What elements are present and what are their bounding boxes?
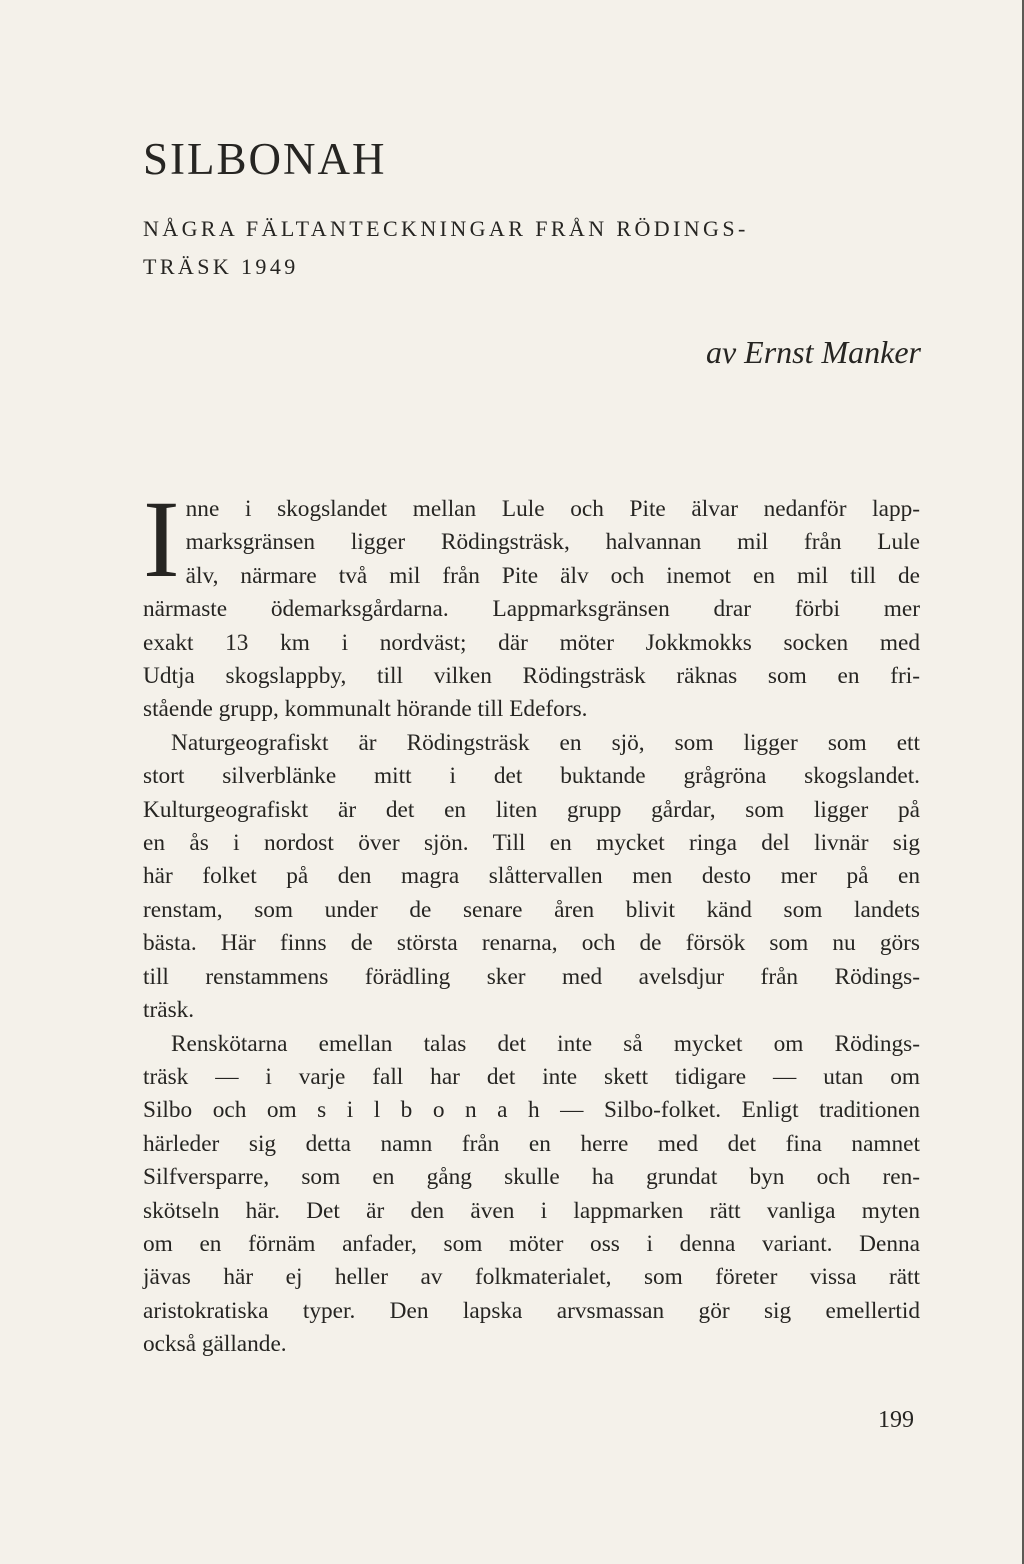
paragraph-1 [143, 478, 920, 727]
text-line: träsk. [143, 997, 195, 1024]
text-line: Kulturgeografiskt är det en liten grupp gårdar, som ligger på [143, 796, 920, 823]
article-title: SILBONAH [143, 134, 387, 184]
text-line: marksgränsen ligger Rödingsträsk, halvannan mil från Lule [185, 529, 920, 556]
text-line: jävas här ej heller av folkmaterialet, som företer vissa rätt [143, 1264, 920, 1291]
text-line: renstam, som under de senare åren blivit känd som landets [143, 896, 920, 923]
text-line: exakt 13 km i nordväst; där möter Jokkmokks socken med [143, 629, 920, 656]
text-line: aristokratiska typer. Den lapska arvsmassan gör sig emellertid [143, 1297, 920, 1324]
text-line: till renstammens förädling sker med avelsdjur från Rödings- [143, 963, 920, 990]
text-line: Renskötarna emellan talas det inte så mycket om Rödings- [171, 1030, 920, 1057]
subtitle-line: NÅGRA FÄLTANTECKNINGAR FRÅN RÖDINGS- [143, 216, 749, 241]
text-line: Silbo och om s i l b o n a h — Silbo-folket. Enligt traditionen [143, 1097, 920, 1124]
text-line: närmaste ödemarksgårdarna. Lappmarksgränsen drar förbi mer [143, 596, 920, 623]
author-byline: av Ernst Manker [705, 334, 921, 370]
text-line: stort silverblänke mitt i det buktande grågröna skogslandet. [143, 763, 920, 790]
text-line: Naturgeografiskt är Rödingsträsk en sjö, som ligger som ett [171, 729, 920, 756]
text-line: stående grupp, kommunalt hörande till Edefors. [143, 696, 588, 723]
paragraph-3 [143, 1028, 920, 1362]
text-line: älv, närmare två mil från Pite älv och inemot en mil till de [185, 562, 920, 589]
article-subtitle [143, 210, 933, 286]
text-line: skötseln här. Det är den även i lappmarken rätt vanliga myten [143, 1197, 920, 1224]
text-line: härleder sig detta namn från en herre med det fina namnet [143, 1130, 920, 1157]
text-line: här folket på den magra slåttervallen men desto mer på en [143, 863, 920, 890]
text-line: en ås i nordost över sjön. Till en mycket ringa del livnär sig [143, 830, 920, 857]
text-line: om en förnäm anfader, som möter oss i denna variant. Denna [143, 1230, 920, 1257]
text-line: nne i skogslandet mellan Lule och Pite älvar nedanför lapp- [185, 496, 920, 522]
article-body [143, 478, 920, 1362]
text-line: Udtja skogslappby, till vilken Rödingsträsk räknas som en fri- [143, 663, 920, 690]
text-line: bästa. Här finns de största renarna, och de försök som nu görs [143, 930, 920, 957]
text-line: Silfversparre, som en gång skulle ha grundat byn och ren- [143, 1164, 920, 1191]
subtitle-line: TRÄSK 1949 [143, 254, 299, 279]
page-number: 199 [878, 1407, 914, 1433]
text-line: också gällande. [143, 1331, 287, 1358]
paragraph-2 [143, 727, 920, 1028]
text-line: träsk — i varje fall har det inte skett tidigare — utan om [143, 1063, 920, 1090]
drop-cap: I [143, 478, 180, 600]
